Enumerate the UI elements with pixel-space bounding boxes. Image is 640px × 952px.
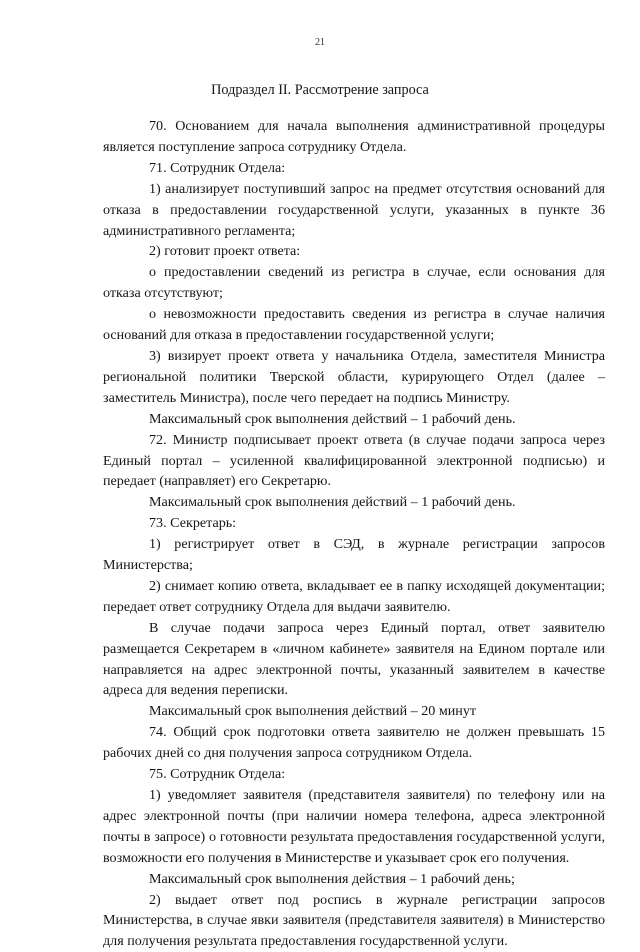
paragraph-72-deadline: Максимальный срок выполнения действий – 1 рабочий день.: [149, 494, 516, 511]
paragraph-71-item-2: 2) готовит проект ответа:: [149, 243, 301, 260]
paragraph-75-item-1: 1) уведомляет заявителя (представителя заявителя) по телефону или на адрес электронной почты (при наличии номера телефона, адреса электронной почты в запросе) о готовности результата предоставления государственной услуги, возможности его получения в Министерстве и указывает срок его получения.: [103, 787, 605, 866]
paragraph-73-deadline: Максимальный срок выполнения действий – 20 минут: [149, 703, 477, 720]
paragraph-73-item-2: 2) снимает копию ответа, вкладывает ее в папку исходящей документации; передает ответ сотруднику Отдела для выдачи заявителю.: [103, 577, 605, 615]
paragraph-71-deadline: Максимальный срок выполнения действий – 1 рабочий день.: [149, 410, 516, 427]
paragraph-71-item-1: 1) анализирует поступивший запрос на предмет отсутствия оснований для отказа в предоставлении государственной услуги, указанных в пункте 36 административного регламента;: [103, 180, 605, 239]
paragraph-71-item-2-b: о невозможности предоставить сведения из регистра в случае наличия оснований для отказа в предоставлении государственной услуги;: [103, 306, 605, 344]
page-number: 21: [315, 37, 325, 48]
paragraph-71-item-2-a: о предоставлении сведений из регистра в случае, если основания для отказа отсутствуют;: [103, 264, 605, 302]
paragraph-71-item-3: 3) визирует проект ответа у начальника Отдела, заместителя Министра региональной политики Тверской области, курирующего Отдел (далее – заместитель Министра), после чего передает на подпись Министру.: [103, 347, 605, 406]
paragraph-73-portal: В случае подачи запроса через Единый портал, ответ заявителю размещается Секретарем в «личном кабинете» заявителя на Едином портале или направляется на адрес электронной почты, указанный заявителем в качестве адреса для ведения переписки.: [103, 619, 605, 699]
paragraph-75: 75. Сотрудник Отдела:: [149, 766, 286, 783]
paragraph-70: 70. Основанием для начала выполнения административной процедуры является поступление запроса сотруднику Отдела.: [103, 118, 605, 155]
paragraph-73-item-1: 1) регистрирует ответ в СЭД, в журнале регистрации запросов Министерства;: [103, 536, 605, 574]
paragraph-75-deadline: Максимальный срок выполнения действия – 1 рабочий день;: [149, 870, 515, 887]
document-body: [103, 116, 605, 952]
paragraph-75-item-2: 2) выдает ответ под роспись в журнале регистрации запросов Министерства, в случае явки заявителя (представителя заявителя) в Министерство для получения результата предоставления государственной услуги.: [103, 891, 605, 950]
paragraph-74: 74. Общий срок подготовки ответа заявителю не должен превышать 15 рабочих дней со дня получения запроса сотрудником Отдела.: [103, 724, 605, 762]
paragraph-72: 72. Министр подписывает проект ответа (в случае подачи запроса через Единый портал – усиленной квалифицированной электронной подписью) и передает (направляет) его Секретарю.: [103, 431, 605, 490]
paragraph-73: 73. Секретарь:: [149, 515, 237, 532]
section-heading: Подраздел II. Рассмотрение запроса: [211, 82, 429, 98]
paragraph-71: 71. Сотрудник Отдела:: [149, 159, 286, 176]
